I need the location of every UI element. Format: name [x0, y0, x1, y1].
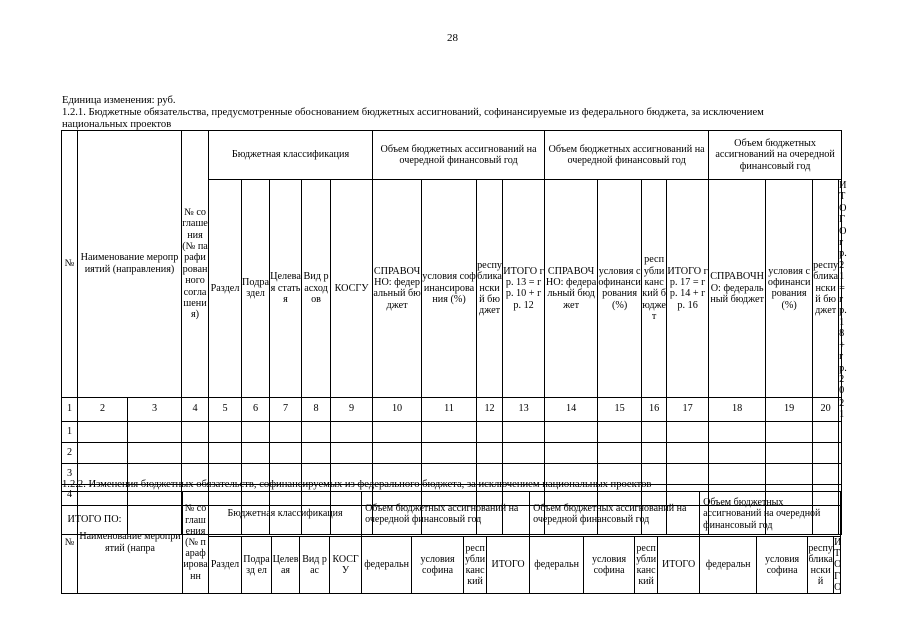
header-sprav-c: СПРАВОЧНО: федеральный бюджет	[709, 180, 766, 398]
header-sprav-b: СПРАВОЧНО: федеральный бюджет	[545, 180, 598, 398]
data-cell	[766, 463, 813, 484]
column-number-cell: 19	[766, 397, 813, 421]
data-cell	[270, 421, 302, 442]
row-number-cell: 4	[62, 484, 78, 505]
column-number-cell: 18	[709, 397, 766, 421]
header-itogo-c: ИТОГО гр. 21 = гр. 18 + гр. 20	[839, 180, 847, 397]
t2-header-usl-b: условия софина	[584, 537, 635, 594]
data-cell	[709, 442, 766, 463]
budget-table-1	[61, 130, 847, 535]
data-cell	[302, 421, 331, 442]
data-cell	[667, 421, 709, 442]
row-number-cell: 2	[62, 442, 78, 463]
column-number-cell: 13	[503, 397, 545, 421]
data-cell	[182, 421, 209, 442]
data-cell	[839, 463, 842, 484]
column-number-cell: 4	[182, 397, 209, 421]
header-agreement: № соглашения (№ парафированного соглашения)	[182, 131, 209, 398]
header-cel-statya: Целевая статья	[270, 180, 302, 398]
header-itogo-b: ИТОГО гр. 17 = гр. 14 + гр. 16	[667, 180, 709, 398]
data-cell	[128, 421, 182, 442]
total-label: ИТОГО ПО:	[62, 505, 128, 534]
column-number-cell: 20	[813, 397, 839, 421]
header-group-a: Объем бюджетных ассигнований на очередной финансовый год	[373, 131, 545, 180]
data-cell	[766, 442, 813, 463]
header-sprav-a: СПРАВОЧНО: федеральный бюджет	[373, 180, 422, 398]
data-cell	[766, 421, 813, 442]
t2-header-resp-b: республиканский	[635, 537, 658, 594]
t2-header-usl-a: условия софина	[412, 537, 464, 594]
data-cell	[709, 421, 766, 442]
header-uslovia-a: условия софинансирования (%)	[422, 180, 477, 398]
data-cell	[128, 442, 182, 463]
header-budget-classification: Бюджетная классификация	[209, 131, 373, 180]
data-cell	[642, 442, 667, 463]
t2-header-itogo-b: ИТОГО	[658, 537, 700, 594]
column-numbers-row	[62, 397, 842, 421]
data-cell	[302, 442, 331, 463]
column-number-cell: 1	[62, 397, 78, 421]
data-cell	[209, 442, 242, 463]
data-cell	[242, 421, 270, 442]
data-cell	[242, 442, 270, 463]
header-resp-b: республиканский бюджет	[642, 180, 667, 398]
data-cell	[667, 442, 709, 463]
header-razdel: Раздел	[209, 180, 242, 398]
data-cell	[839, 421, 842, 442]
data-cell	[709, 463, 766, 484]
data-cell	[182, 442, 209, 463]
section1-title-line1: 1.2.1. Бюджетные обязательства, предусмотренные обоснованием бюджетных ассигнований, софинансируемые из федерального бюджета, за исключением	[62, 107, 764, 118]
table-row	[62, 421, 842, 442]
header-resp-a: республиканский бюджет	[477, 180, 503, 398]
header-name: Наименование мероприятий (направления)	[78, 131, 182, 398]
column-number-cell: 16	[642, 397, 667, 421]
data-cell	[813, 442, 839, 463]
column-number-cell: 5	[209, 397, 242, 421]
data-cell	[598, 421, 642, 442]
data-cell	[209, 421, 242, 442]
column-number-cell: 15	[598, 397, 642, 421]
column-number-cell: 6	[242, 397, 270, 421]
data-cell	[422, 421, 477, 442]
column-number-cell: 12	[477, 397, 503, 421]
t2-header-resp-c: республиканский	[808, 537, 834, 594]
column-number-cell: 7	[270, 397, 302, 421]
section2-title: 1.2.2. Изменения бюджетных обязательств, софинансируемых из федерального бюджета, за исключением национальных проектов	[62, 479, 652, 490]
data-cell	[503, 421, 545, 442]
data-cell	[503, 442, 545, 463]
header-group-c: Объем бюджетных ассигнований на очередной финансовый год	[709, 131, 842, 180]
data-cell	[598, 442, 642, 463]
data-cell	[545, 421, 598, 442]
t2-header-name: Наименование мероприятий (напра	[78, 492, 183, 594]
t2-header-itogo-c: ИТОГО	[834, 537, 842, 593]
header-group-b: Объем бюджетных ассигнований на очередной финансовый год	[545, 131, 709, 180]
column-number-cell: 3	[128, 397, 182, 421]
data-cell	[422, 442, 477, 463]
t2-header-razdel: Раздел	[209, 537, 242, 594]
column-number-cell: 2	[78, 397, 128, 421]
column-number-cell: 14	[545, 397, 598, 421]
t2-header-budget-classification: Бюджетная классификация	[209, 492, 362, 537]
column-number-cell: 11	[422, 397, 477, 421]
column-number-cell: 9	[331, 397, 373, 421]
data-cell	[813, 463, 839, 484]
t2-header-resp-a: республиканский	[464, 537, 487, 594]
data-cell	[477, 421, 503, 442]
header-vid-rashodov: Вид расходов	[302, 180, 331, 398]
data-cell	[78, 442, 128, 463]
header-resp-c: республиканский бюджет	[813, 180, 839, 398]
t2-header-usl-c: условия софина	[757, 537, 808, 594]
column-number-cell: 8	[302, 397, 331, 421]
t2-header-number: №	[62, 492, 78, 594]
header-number: №	[62, 131, 78, 398]
data-cell	[545, 442, 598, 463]
t2-header-group-b: Объем бюджетных ассигнований на очередной финансовый год	[530, 492, 700, 537]
t2-header-fed-b: федеральн	[530, 537, 584, 594]
unit-line: Единица изменения: руб.	[62, 95, 176, 106]
header-podrazdel: Подраздел	[242, 180, 270, 398]
t2-header-cel: Целевая	[272, 537, 300, 594]
t2-header-itogo-a: ИТОГО	[487, 537, 530, 594]
section1-title-line2: национальных проектов	[62, 119, 172, 130]
column-number-cell: 10	[373, 397, 422, 421]
budget-table-2	[61, 491, 841, 594]
t2-header-kosgu: КОСГУ	[330, 537, 362, 594]
page-number: 28	[447, 32, 458, 44]
data-cell	[78, 421, 128, 442]
data-cell	[813, 421, 839, 442]
t2-header-fed-c: федеральн	[700, 537, 757, 594]
t2-header-group-c: Объем бюджетных ассигнований на очередной финансовый год	[700, 492, 841, 537]
data-cell	[331, 421, 373, 442]
header-uslovia-c: условия софинансирования (%)	[766, 180, 813, 398]
t2-header-agreement: № соглашения (№ парафированн	[183, 492, 209, 594]
data-cell	[270, 442, 302, 463]
t2-header-fed-a: федеральн	[362, 537, 412, 594]
row-number-cell: 1	[62, 421, 78, 442]
t2-header-group-a: Объем бюджетных ассигнований на очередной финансовый год	[362, 492, 530, 537]
column-number-cell: 21	[839, 397, 845, 421]
header-uslovia-b: условия софинансирования (%)	[598, 180, 642, 398]
data-cell	[477, 442, 503, 463]
data-cell	[373, 421, 422, 442]
data-cell	[839, 442, 842, 463]
data-cell	[331, 442, 373, 463]
data-cell	[642, 421, 667, 442]
row-number-cell: 3	[62, 463, 78, 484]
header-kosgu: КОСГУ	[331, 180, 373, 398]
column-number-cell: 17	[667, 397, 709, 421]
data-cell	[373, 442, 422, 463]
t2-header-podrazdel: Подразд ел	[242, 537, 272, 594]
t2-header-vid: Вид рас	[300, 537, 330, 594]
header-itogo-a: ИТОГО гр. 13 = гр. 10 + гр. 12	[503, 180, 545, 398]
data-cell	[667, 463, 709, 484]
table-row	[62, 442, 842, 463]
